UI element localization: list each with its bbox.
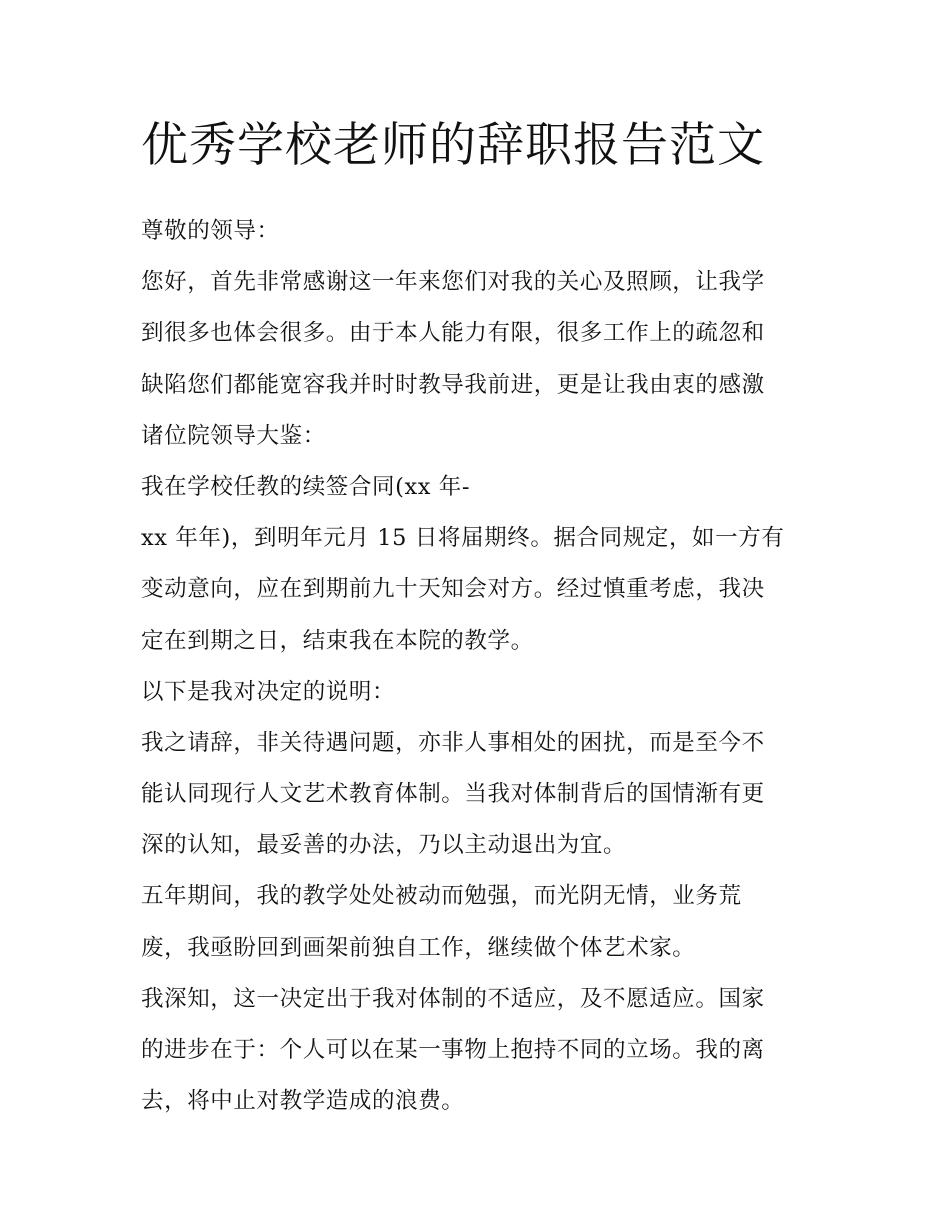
text-line: 到很多也体会很多。由于本人能力有限，很多工作上的疏忽和 bbox=[141, 320, 765, 347]
text-line: 我深知，这一决定出于我对体制的不适应，及不愿适应。国家 bbox=[141, 985, 765, 1012]
text-line: 缺陷您们都能宽容我并时时教导我前进，更是让我由衷的感激 bbox=[141, 371, 765, 398]
text-line: 我在学校任教的续签合同(xx 年- bbox=[141, 473, 471, 500]
text-line: 以下是我对决定的说明： bbox=[141, 678, 396, 705]
text-line: 我之请辞，非关待遇问题，亦非人事相处的困扰，而是至今不 bbox=[141, 729, 765, 756]
text-line: 诸位院领导大鉴： bbox=[141, 422, 326, 449]
text-line: 定在到期之日，结束我在本院的教学。 bbox=[141, 627, 534, 654]
text-line: 您好，首先非常感谢这一年来您们对我的关心及照顾，让我学 bbox=[141, 269, 765, 296]
text-line: 的进步在于：个人可以在某一事物上抱持不同的立场。我的离 bbox=[141, 1037, 765, 1063]
text-line: 废，我亟盼回到画架前独自工作，继续做个体艺术家。 bbox=[141, 934, 696, 961]
document-body bbox=[141, 112, 819, 1127]
salutation: 尊敬的领导： bbox=[141, 218, 280, 244]
text-line: 变动意向，应在到期前九十天知会对方。经过慎重考虑，我决 bbox=[141, 576, 765, 603]
text-line: 去，将中止对教学造成的浪费。 bbox=[141, 1088, 465, 1115]
text-line: xx 年年)，到明年元月 15 日将届期终。据合同规定，如一方有 bbox=[141, 525, 785, 552]
text-line: 五年期间，我的教学处处被动而勉强，而光阴无情，业务荒 bbox=[141, 883, 742, 910]
text-line: 能认同现行人文艺术教育体制。当我对体制背后的国情渐有更 bbox=[141, 781, 765, 808]
text-line: 深的认知，最妥善的办法，乃以主动退出为宜。 bbox=[141, 832, 627, 859]
document-title: 优秀学校老师的辞职报告范文 bbox=[141, 118, 765, 173]
